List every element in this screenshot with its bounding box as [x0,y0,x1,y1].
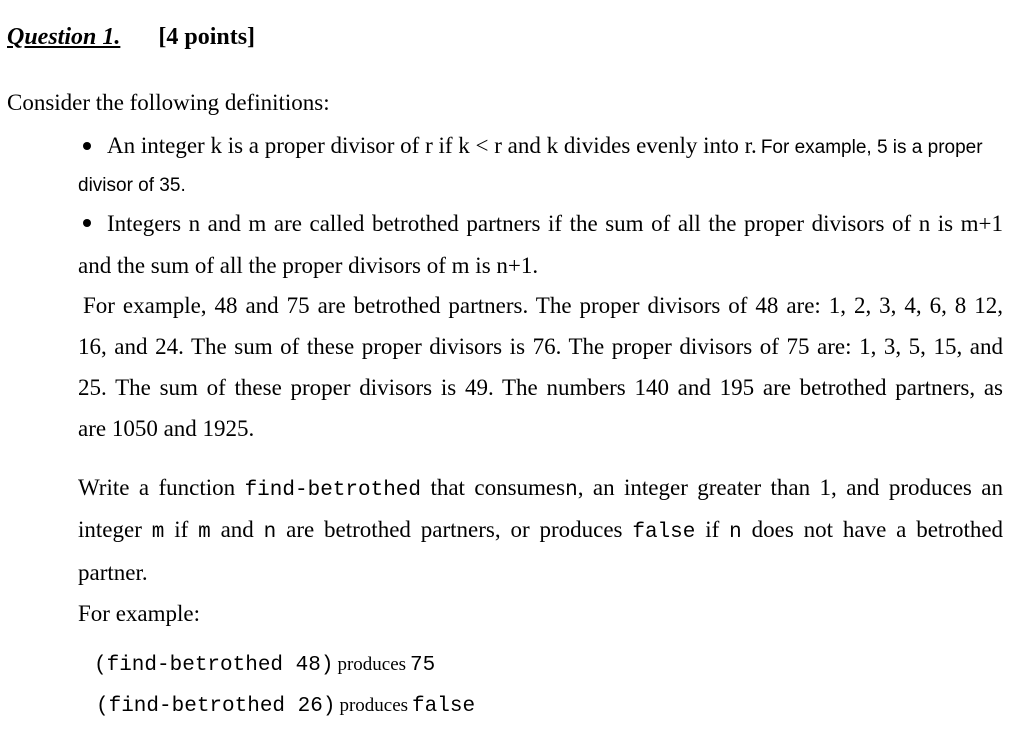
bullet1-line2: divisor of 35. [78,175,186,196]
intro-text: Consider the following definitions: [7,90,330,115]
task-text-b: that consumes [430,475,566,500]
question-points: [4 points] [158,24,256,50]
bullet-dot-2 [83,219,91,227]
false-literal-1: false [632,521,696,544]
example-1-produces: produces [337,654,407,675]
task-text-e: if [174,517,189,542]
bullet1-definition: An integer k is a proper divisor of r if k < r and k divides evenly into r. [107,133,757,158]
example-2-result: false [412,695,476,718]
task-text-f: and [220,517,254,542]
param-n: n [565,479,578,502]
var-n-3: n [729,521,742,544]
bullet1-line1 [107,134,983,157]
bullet-dot-1 [83,142,91,150]
task-line-3: partner. [78,560,148,585]
var-m-1: m [151,521,165,544]
example-line-4: are 1050 and 1925. [78,416,255,441]
task-text-i: does not have a betrothed [751,517,1004,542]
task-text-c: , an integer greater than 1, and produces an [577,475,1004,500]
example-2-produces: produces [339,695,409,716]
question-heading [7,25,255,49]
var-n-2: n [263,521,277,544]
task-text-h: if [705,517,720,542]
example-call-2 [96,696,475,717]
bullet2-line1: Integers n and m are called betrothed partners if the sum of all the proper divisors of n is m+1 [107,211,1003,236]
task-line-1 [78,476,1003,501]
question-number: Question 1. [7,24,121,50]
example-1-call: (find-betrothed 48) [94,654,334,677]
task-text-a: Write a function [78,475,236,500]
task-text-g: are betrothed partners, or produces [286,517,623,542]
example-2-call: (find-betrothed 26) [96,695,336,718]
task-line-2 [78,518,1003,543]
bullet1-example-start: For example, 5 is a proper [760,137,983,158]
function-name: find-betrothed [244,479,422,502]
task-line-4: For example: [78,601,200,626]
example-1-result: 75 [410,654,436,677]
task-text-d: integer [78,517,142,542]
example-line-1: For example, 48 and 75 are betrothed partners. The proper divisors of 48 are: 1, 2, 3, 4, 6, 8 12, [83,293,1003,318]
example-call-1 [94,655,435,676]
var-m-2: m [198,521,211,544]
example-line-2: 16, and 24. The sum of these proper divisors is 76. The proper divisors of 75 are: 1, 3, 5, 15, and [78,334,1003,359]
example-line-3: 25. The sum of these proper divisors is 49. The numbers 140 and 195 are betrothed partners, as [78,375,1003,400]
bullet2-line2: and the sum of all the proper divisors of m is n+1. [78,253,539,278]
